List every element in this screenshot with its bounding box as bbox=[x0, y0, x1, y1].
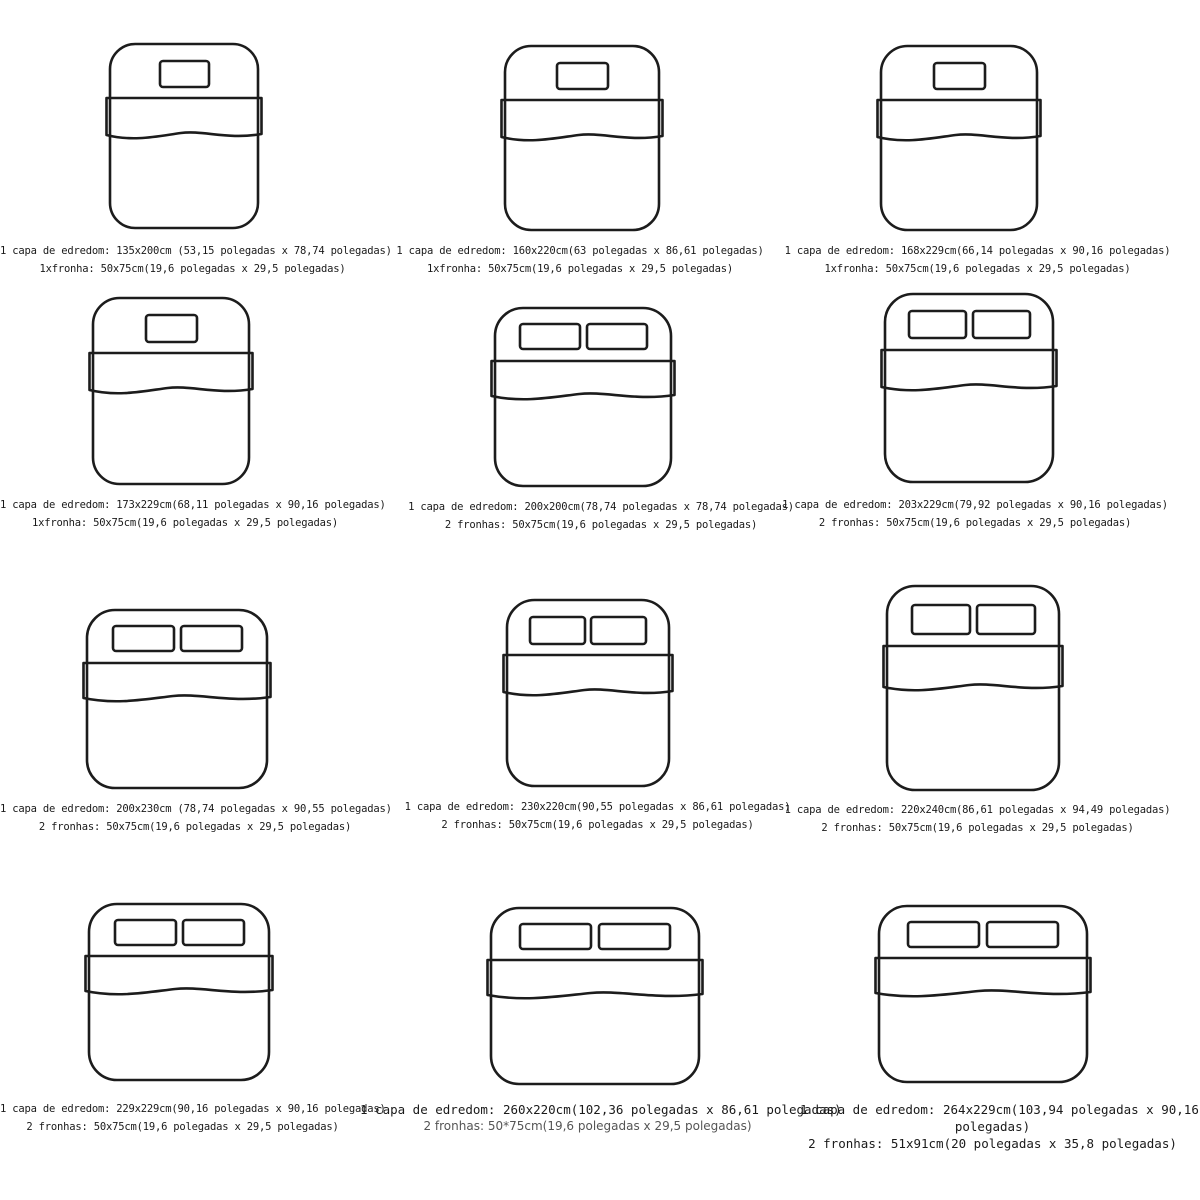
duvet-cover-size-cont: polegadas) bbox=[954, 1119, 1031, 1134]
bed-diagram bbox=[880, 292, 1058, 484]
size-caption bbox=[775, 496, 1175, 532]
size-caption bbox=[800, 1101, 1199, 1152]
size-caption bbox=[360, 1101, 842, 1135]
pillow bbox=[557, 63, 608, 89]
bed-diagram bbox=[874, 904, 1092, 1084]
pillowcase-size: 2 fronhas: 51x91cm(20 polegadas x 35,8 polegadas) bbox=[808, 1136, 1177, 1151]
duvet-cover-size: 1 capa de edredom: 168x229cm(66,14 polegadas x 90,16 polegadas) bbox=[784, 245, 1171, 257]
size-caption bbox=[0, 1100, 386, 1136]
duvet-fold bbox=[488, 960, 703, 998]
duvet-fold bbox=[502, 100, 663, 140]
pillowcase-size: 2 fronhas: 50*75cm(19,6 polegadas x 29,5 polegadas) bbox=[423, 1119, 752, 1133]
duvet-fold bbox=[882, 350, 1057, 390]
pillow-right bbox=[181, 626, 242, 651]
duvet-cover-size: 1 capa de edredom: 200x200cm(78,74 polegadas x 78,74 polegadas) bbox=[408, 501, 794, 513]
duvet-fold bbox=[90, 353, 253, 393]
pillowcase-size: 2 fronhas: 50x75cm(19,6 polegadas x 29,5 polegadas) bbox=[26, 1121, 339, 1133]
bed-diagram bbox=[502, 598, 674, 788]
pillowcase-size: 1xfronha: 50x75cm(19,6 polegadas x 29,5 polegadas) bbox=[31, 517, 339, 529]
duvet-cover-size: 1 capa de edredom: 173x229cm(68,11 polegadas x 90,16 polegadas) bbox=[0, 499, 386, 511]
duvet-cover-size: 1 capa de edredom: 200x230cm (78,74 polegadas x 90,55 polegadas) bbox=[0, 803, 392, 815]
pillow-left bbox=[908, 922, 979, 947]
size-caption bbox=[0, 242, 392, 278]
duvet-cover-size: 1 capa de edredom: 220x240cm(86,61 polegadas x 94,49 polegadas) bbox=[784, 804, 1171, 816]
pillow-left bbox=[520, 324, 580, 349]
pillow-left bbox=[912, 605, 970, 634]
pillow-left bbox=[115, 920, 176, 945]
pillowcase-size: 2 fronhas: 50x75cm(19,6 polegadas x 29,5 polegadas) bbox=[818, 517, 1132, 529]
size-caption bbox=[775, 801, 1180, 837]
duvet-fold bbox=[878, 100, 1041, 140]
bed-diagram bbox=[84, 902, 274, 1082]
duvet-fold bbox=[492, 361, 675, 399]
bed-diagram bbox=[882, 584, 1064, 792]
duvet-cover-size: 1 capa de edredom: 135x200cm (53,15 polegadas x 78,74 polegadas) bbox=[0, 245, 392, 257]
size-caption bbox=[400, 798, 795, 834]
size-caption bbox=[400, 498, 802, 534]
pillow-right bbox=[973, 311, 1030, 338]
pillow-left bbox=[113, 626, 174, 651]
duvet-fold bbox=[107, 98, 262, 138]
pillow-right bbox=[977, 605, 1035, 634]
duvet-fold bbox=[876, 958, 1091, 996]
duvet-fold bbox=[884, 646, 1063, 690]
duvet-cover-size: 1 capa de edredom: 264x229cm(103,94 polegadas x 90,16 bbox=[800, 1102, 1199, 1117]
pillow-right bbox=[599, 924, 670, 949]
size-caption bbox=[0, 496, 386, 532]
duvet-cover-size: 1 capa de edredom: 160x220cm(63 polegadas x 86,61 polegadas) bbox=[396, 245, 764, 257]
pillowcase-size: 2 fronhas: 50x75cm(19,6 polegadas x 29,5 polegadas) bbox=[441, 819, 754, 831]
pillow-left bbox=[530, 617, 585, 644]
pillowcase-size: 1xfronha: 50x75cm(19,6 polegadas x 29,5 polegadas) bbox=[39, 263, 346, 275]
pillow bbox=[160, 61, 209, 87]
pillowcase-size: 1xfronha: 50x75cm(19,6 polegadas x 29,5 polegadas) bbox=[824, 263, 1131, 275]
size-caption bbox=[390, 242, 770, 278]
duvet-cover-size: 1 capa de edredom: 229x229cm(90,16 polegadas x 90,16 polegadas) bbox=[0, 1103, 386, 1115]
pillow bbox=[934, 63, 985, 89]
pillow-right bbox=[987, 922, 1058, 947]
pillowcase-size: 2 fronhas: 50x75cm(19,6 polegadas x 29,5 polegadas) bbox=[444, 519, 758, 531]
pillow-left bbox=[909, 311, 966, 338]
pillow-left bbox=[520, 924, 591, 949]
pillow-right bbox=[591, 617, 646, 644]
duvet-fold bbox=[504, 655, 673, 695]
pillowcase-size: 1xfronha: 50x75cm(19,6 polegadas x 29,5 polegadas) bbox=[426, 263, 734, 275]
bed-diagram bbox=[486, 906, 704, 1086]
size-caption bbox=[775, 242, 1180, 278]
bed-diagram bbox=[105, 42, 263, 230]
duvet-fold bbox=[84, 663, 271, 701]
duvet-cover-size: 1 capa de edredom: 260x220cm(102,36 polegadas x 86,61 polegadas) bbox=[360, 1102, 842, 1117]
bed-diagram bbox=[88, 296, 254, 486]
duvet-fold bbox=[86, 956, 273, 994]
bed-diagram bbox=[490, 306, 676, 488]
pillow bbox=[146, 315, 197, 342]
bed-diagram bbox=[500, 44, 664, 232]
bed-diagram bbox=[82, 608, 272, 790]
pillowcase-size: 2 fronhas: 50x75cm(19,6 polegadas x 29,5 polegadas) bbox=[38, 821, 352, 833]
duvet-cover-size: 1 capa de edredom: 230x220cm(90,55 polegadas x 86,61 polegadas) bbox=[404, 801, 791, 813]
pillow-right bbox=[183, 920, 244, 945]
duvet-cover-size: 1 capa de edredom: 203x229cm(79,92 polegadas x 90,16 polegadas) bbox=[782, 499, 1168, 511]
size-caption bbox=[0, 800, 390, 836]
bed-diagram bbox=[876, 44, 1042, 232]
pillowcase-size: 2 fronhas: 50x75cm(19,6 polegadas x 29,5 polegadas) bbox=[821, 822, 1134, 834]
pillow-right bbox=[587, 324, 647, 349]
